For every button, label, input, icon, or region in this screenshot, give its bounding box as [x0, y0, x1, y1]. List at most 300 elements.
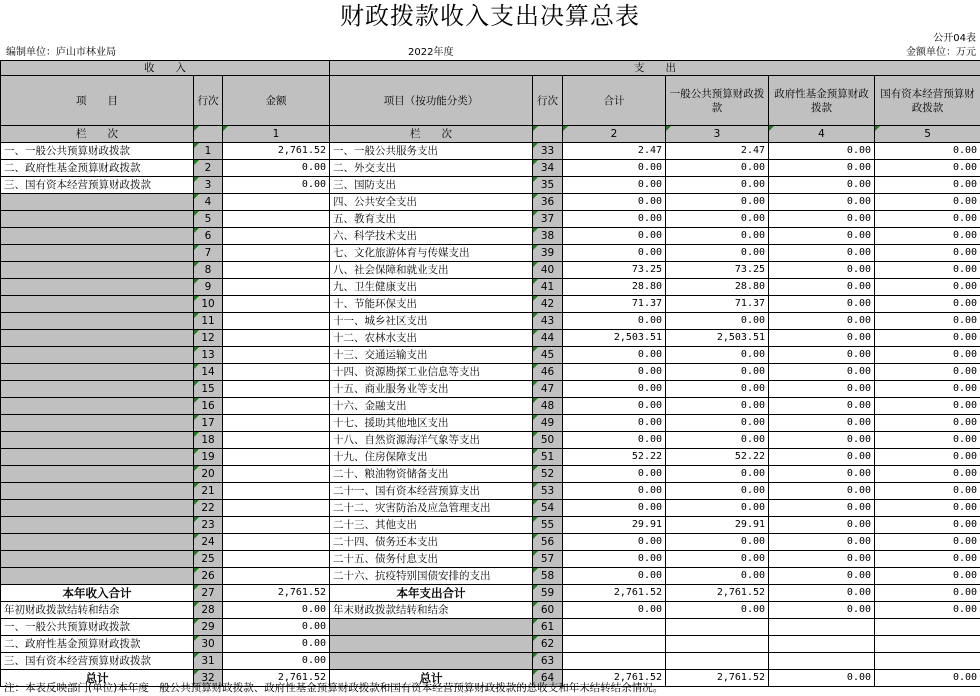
income-item-label [1, 313, 194, 330]
expense-line-number: 38 [533, 228, 563, 245]
expense-fund-cell: 0.00 [769, 279, 875, 296]
carry-out-fund: 0.00 [769, 602, 875, 619]
table-row [1, 551, 980, 568]
expense-line-number: 39 [533, 245, 563, 262]
expense-total-cell: 0.00 [563, 415, 666, 432]
blank-cell [769, 619, 875, 636]
blank-expense-cell [330, 636, 533, 653]
expense-item-label: 五、教育支出 [330, 211, 533, 228]
blank-line-63: 63 [533, 653, 563, 670]
expense-total-cell: 0.00 [563, 551, 666, 568]
expense-general-cell: 2.47 [666, 143, 769, 160]
income-item-label [1, 262, 194, 279]
expense-state-cell: 0.00 [875, 500, 980, 517]
expense-item-label: 二十四、债务还本支出 [330, 534, 533, 551]
expense-state-cell: 0.00 [875, 432, 980, 449]
expense-general-cell: 2,503.51 [666, 330, 769, 347]
column-index-5: 5 [875, 126, 980, 143]
expense-fund-cell: 0.00 [769, 364, 875, 381]
expense-fund-cell: 0.00 [769, 568, 875, 585]
expense-total-cell: 2.47 [563, 143, 666, 160]
expense-fund-cell: 0.00 [769, 483, 875, 500]
grand-total-state: 0.00 [875, 670, 980, 687]
income-line-number: 16 [194, 398, 223, 415]
expense-state-cell: 0.00 [875, 364, 980, 381]
expense-total-cell: 0.00 [563, 313, 666, 330]
expense-total-cell: 0.00 [563, 364, 666, 381]
expense-line-number: 56 [533, 534, 563, 551]
expense-total-state: 0.00 [875, 585, 980, 602]
table-row [1, 245, 980, 262]
table-row [1, 347, 980, 364]
expense-total-label: 本年支出合计 [330, 585, 533, 602]
expense-fund-cell: 0.00 [769, 347, 875, 364]
expense-item-label: 二十六、抗疫特别国债安排的支出 [330, 568, 533, 585]
income-amount [223, 194, 330, 211]
expense-item-label: 十三、交通运输支出 [330, 347, 533, 364]
carry-in-fund-label: 二、政府性基金预算财政拨款 [1, 636, 194, 653]
expense-state-cell: 0.00 [875, 330, 980, 347]
income-line-number: 8 [194, 262, 223, 279]
income-amount [223, 330, 330, 347]
expense-line-number: 52 [533, 466, 563, 483]
table-row [1, 228, 980, 245]
income-item-label [1, 432, 194, 449]
table-row [1, 364, 980, 381]
blank-line-61: 61 [533, 619, 563, 636]
expense-state-cell: 0.00 [875, 415, 980, 432]
expense-total-cell: 0.00 [563, 500, 666, 517]
expense-total-cell: 0.00 [563, 228, 666, 245]
income-item-label [1, 228, 194, 245]
expense-total-cell: 52.22 [563, 449, 666, 466]
blank-cell [563, 636, 666, 653]
income-total-amount: 2,761.52 [223, 585, 330, 602]
expense-item-label: 二十一、国有资本经营预算支出 [330, 483, 533, 500]
fiscal-year: 2022年度 [408, 47, 454, 58]
income-amount: 0.00 [223, 177, 330, 194]
grand-total-general: 2,761.52 [666, 670, 769, 687]
expense-state-cell: 0.00 [875, 296, 980, 313]
expense-item-label: 八、社会保障和就业支出 [330, 262, 533, 279]
expense-total-cell: 29.91 [563, 517, 666, 534]
expense-general-cell: 29.91 [666, 517, 769, 534]
income-amount [223, 245, 330, 262]
grand-total-expense-line: 64 [533, 670, 563, 687]
expense-state-cell: 0.00 [875, 398, 980, 415]
expense-general-cell: 0.00 [666, 398, 769, 415]
header-amount: 金额 [223, 76, 330, 126]
grand-total-income-amount: 2,761.52 [223, 670, 330, 687]
expense-general-cell: 0.00 [666, 347, 769, 364]
income-item-label [1, 517, 194, 534]
column-index-blank [194, 126, 223, 143]
expense-state-cell: 0.00 [875, 551, 980, 568]
income-line-number: 5 [194, 211, 223, 228]
expense-line-number: 47 [533, 381, 563, 398]
table-row [1, 398, 980, 415]
blank-cell [666, 619, 769, 636]
expense-total-fund: 0.00 [769, 585, 875, 602]
income-amount [223, 262, 330, 279]
income-line-number: 4 [194, 194, 223, 211]
table-row [1, 466, 980, 483]
expense-fund-cell: 0.00 [769, 517, 875, 534]
income-item-label [1, 534, 194, 551]
income-line-number: 25 [194, 551, 223, 568]
carry-in-general-amount: 0.00 [223, 619, 330, 636]
income-line-number: 12 [194, 330, 223, 347]
header-item-function: 项目（按功能分类） [330, 76, 533, 126]
expense-fund-cell: 0.00 [769, 194, 875, 211]
page-title: 财政拨款收入支出决算总表 [340, 2, 640, 30]
header-state-capital-budget: 国有资本经营预算财政拨款 [875, 76, 980, 126]
header-item: 项 目 [1, 76, 194, 126]
amount-unit: 金额单位：万元 [906, 47, 976, 58]
table-row [1, 517, 980, 534]
table-row [1, 415, 980, 432]
table-row [1, 279, 980, 296]
column-index-2: 2 [563, 126, 666, 143]
expense-general-cell: 28.80 [666, 279, 769, 296]
expense-item-label: 九、卫生健康支出 [330, 279, 533, 296]
grand-total-expense-amount: 2,761.52 [563, 670, 666, 687]
expense-line-number: 34 [533, 160, 563, 177]
carry-out-line: 60 [533, 602, 563, 619]
income-item-label [1, 398, 194, 415]
header-general-budget: 一般公共预算财政拨款 [666, 76, 769, 126]
expense-total-cell: 0.00 [563, 534, 666, 551]
expense-state-cell: 0.00 [875, 279, 980, 296]
income-item-label: 一、一般公共预算财政拨款 [1, 143, 194, 160]
expense-item-label: 十七、援助其他地区支出 [330, 415, 533, 432]
income-line-number: 24 [194, 534, 223, 551]
blank-cell [666, 653, 769, 670]
expense-general-cell: 0.00 [666, 228, 769, 245]
column-index-1: 1 [223, 126, 330, 143]
expense-total-cell: 2,503.51 [563, 330, 666, 347]
income-item-label: 三、国有资本经营预算财政拨款 [1, 177, 194, 194]
income-line-number: 15 [194, 381, 223, 398]
table-row [1, 534, 980, 551]
income-item-label [1, 296, 194, 313]
income-amount [223, 211, 330, 228]
header-line-2: 行次 [533, 76, 563, 126]
expense-fund-cell: 0.00 [769, 398, 875, 415]
expense-item-label: 二十三、其他支出 [330, 517, 533, 534]
expense-item-label: 二、外交支出 [330, 160, 533, 177]
blank-cell [875, 636, 980, 653]
expense-item-label: 七、文化旅游体育与传媒支出 [330, 245, 533, 262]
expense-line-number: 36 [533, 194, 563, 211]
expense-state-cell: 0.00 [875, 517, 980, 534]
expense-item-label: 十二、农林水支出 [330, 330, 533, 347]
table-row [1, 211, 980, 228]
expense-state-cell: 0.00 [875, 347, 980, 364]
income-item-label: 二、政府性基金预算财政拨款 [1, 160, 194, 177]
income-amount [223, 228, 330, 245]
expense-general-cell: 0.00 [666, 483, 769, 500]
blank-cell [563, 653, 666, 670]
organization-label: 编制单位：庐山市林业局 [6, 47, 116, 58]
income-item-label [1, 483, 194, 500]
expense-line-number: 33 [533, 143, 563, 160]
expense-item-label: 十八、自然资源海洋气象等支出 [330, 432, 533, 449]
income-amount [223, 313, 330, 330]
header-fund-budget: 政府性基金预算财政拨款 [769, 76, 875, 126]
income-item-label [1, 279, 194, 296]
table-row [1, 381, 980, 398]
expense-section-header: 支 出 [330, 61, 980, 76]
expense-total-cell: 28.80 [563, 279, 666, 296]
income-item-label [1, 551, 194, 568]
income-amount [223, 483, 330, 500]
expense-general-cell: 0.00 [666, 364, 769, 381]
expense-state-cell: 0.00 [875, 245, 980, 262]
expense-total-cell: 71.37 [563, 296, 666, 313]
blank-cell [769, 653, 875, 670]
expense-item-label: 一、一般公共服务支出 [330, 143, 533, 160]
income-amount [223, 500, 330, 517]
expense-fund-cell: 0.00 [769, 415, 875, 432]
expense-total-line: 59 [533, 585, 563, 602]
income-item-label [1, 330, 194, 347]
grand-total-income-line: 32 [194, 670, 223, 687]
table-row [1, 432, 980, 449]
income-amount [223, 398, 330, 415]
expense-fund-cell: 0.00 [769, 381, 875, 398]
blank-cell [563, 619, 666, 636]
expense-total-cell: 73.25 [563, 262, 666, 279]
income-amount [223, 466, 330, 483]
income-amount [223, 415, 330, 432]
income-item-label [1, 211, 194, 228]
blank-expense-cell [330, 653, 533, 670]
carry-in-label: 年初财政拨款结转和结余 [1, 602, 194, 619]
expense-line-number: 54 [533, 500, 563, 517]
expense-state-cell: 0.00 [875, 466, 980, 483]
income-amount [223, 449, 330, 466]
income-item-label [1, 364, 194, 381]
expense-fund-cell: 0.00 [769, 534, 875, 551]
carry-in-state-label: 三、国有资本经营预算财政拨款 [1, 653, 194, 670]
table-number: 公开04表 [933, 33, 976, 44]
expense-fund-cell: 0.00 [769, 466, 875, 483]
expense-total-cell: 0.00 [563, 194, 666, 211]
expense-fund-cell: 0.00 [769, 160, 875, 177]
blank-cell [875, 653, 980, 670]
expense-line-number: 57 [533, 551, 563, 568]
expense-item-label: 十一、城乡社区支出 [330, 313, 533, 330]
expense-general-cell: 0.00 [666, 245, 769, 262]
income-amount [223, 347, 330, 364]
income-item-label [1, 381, 194, 398]
expense-item-label: 十六、金融支出 [330, 398, 533, 415]
carry-out-label: 年末财政拨款结转和结余 [330, 602, 533, 619]
income-amount [223, 568, 330, 585]
expense-state-cell: 0.00 [875, 568, 980, 585]
grand-total-income-label: 总计 [1, 670, 194, 687]
expense-total-cell: 0.00 [563, 466, 666, 483]
income-amount: 2,761.52 [223, 143, 330, 160]
expense-general-cell: 0.00 [666, 534, 769, 551]
table-row [1, 568, 980, 585]
table-row [1, 143, 980, 160]
column-index-label-2: 栏 次 [330, 126, 533, 143]
table-row [1, 296, 980, 313]
expense-item-label: 二十、粮油物资储备支出 [330, 466, 533, 483]
header-line: 行次 [194, 76, 223, 126]
expense-state-cell: 0.00 [875, 194, 980, 211]
carry-in-line: 28 [194, 602, 223, 619]
expense-fund-cell: 0.00 [769, 245, 875, 262]
expense-line-number: 51 [533, 449, 563, 466]
expense-line-number: 53 [533, 483, 563, 500]
expense-total-cell: 0.00 [563, 398, 666, 415]
income-amount [223, 279, 330, 296]
carry-in-state-line: 31 [194, 653, 223, 670]
income-amount [223, 364, 330, 381]
expense-total-amount: 2,761.52 [563, 585, 666, 602]
expense-fund-cell: 0.00 [769, 296, 875, 313]
expense-line-number: 55 [533, 517, 563, 534]
expense-general-cell: 73.25 [666, 262, 769, 279]
expense-fund-cell: 0.00 [769, 313, 875, 330]
grand-total-expense-label: 总计 [330, 670, 533, 687]
expense-state-cell: 0.00 [875, 177, 980, 194]
table-row [1, 160, 980, 177]
income-amount [223, 551, 330, 568]
table-row [1, 483, 980, 500]
carry-in-fund-line: 30 [194, 636, 223, 653]
expense-fund-cell: 0.00 [769, 143, 875, 160]
expense-line-number: 44 [533, 330, 563, 347]
expense-line-number: 35 [533, 177, 563, 194]
income-amount [223, 381, 330, 398]
expense-total-cell: 0.00 [563, 177, 666, 194]
table-row [1, 194, 980, 211]
expense-state-cell: 0.00 [875, 313, 980, 330]
expense-item-label: 三、国防支出 [330, 177, 533, 194]
expense-general-cell: 0.00 [666, 177, 769, 194]
carry-out-general: 0.00 [666, 602, 769, 619]
income-line-number: 6 [194, 228, 223, 245]
expense-state-cell: 0.00 [875, 534, 980, 551]
expense-general-cell: 0.00 [666, 466, 769, 483]
expense-fund-cell: 0.00 [769, 449, 875, 466]
blank-expense-cell [330, 619, 533, 636]
income-item-label [1, 347, 194, 364]
expense-item-label: 二十五、债务付息支出 [330, 551, 533, 568]
table-row [1, 330, 980, 347]
blank-cell [666, 636, 769, 653]
expense-state-cell: 0.00 [875, 228, 980, 245]
income-amount [223, 296, 330, 313]
blank-cell [769, 636, 875, 653]
carry-in-general-label: 一、一般公共预算财政拨款 [1, 619, 194, 636]
expense-line-number: 43 [533, 313, 563, 330]
table-row [1, 177, 980, 194]
income-item-label [1, 466, 194, 483]
expense-fund-cell: 0.00 [769, 262, 875, 279]
expense-general-cell: 0.00 [666, 211, 769, 228]
expense-general-cell: 0.00 [666, 381, 769, 398]
income-line-number: 17 [194, 415, 223, 432]
expense-fund-cell: 0.00 [769, 432, 875, 449]
income-item-label [1, 194, 194, 211]
income-line-number: 3 [194, 177, 223, 194]
table-row [1, 262, 980, 279]
column-index-4: 4 [769, 126, 875, 143]
expense-total-general: 2,761.52 [666, 585, 769, 602]
column-index-label: 栏 次 [1, 126, 194, 143]
income-item-label [1, 500, 194, 517]
carry-in-general-line: 29 [194, 619, 223, 636]
expense-general-cell: 0.00 [666, 500, 769, 517]
expense-general-cell: 0.00 [666, 313, 769, 330]
expense-item-label: 四、公共安全支出 [330, 194, 533, 211]
expense-item-label: 十、节能环保支出 [330, 296, 533, 313]
budget-summary-table [0, 60, 980, 687]
expense-item-label: 十四、资源勘探工业信息等支出 [330, 364, 533, 381]
income-item-label [1, 415, 194, 432]
income-item-label [1, 245, 194, 262]
expense-general-cell: 52.22 [666, 449, 769, 466]
expense-fund-cell: 0.00 [769, 551, 875, 568]
carry-out-state: 0.00 [875, 602, 980, 619]
expense-total-cell: 0.00 [563, 381, 666, 398]
expense-state-cell: 0.00 [875, 262, 980, 279]
income-amount: 0.00 [223, 160, 330, 177]
income-line-number: 19 [194, 449, 223, 466]
income-line-number: 26 [194, 568, 223, 585]
table-row [1, 313, 980, 330]
income-line-number: 23 [194, 517, 223, 534]
expense-state-cell: 0.00 [875, 211, 980, 228]
column-index-blank-2 [533, 126, 563, 143]
expense-line-number: 46 [533, 364, 563, 381]
income-line-number: 14 [194, 364, 223, 381]
expense-line-number: 58 [533, 568, 563, 585]
income-line-number: 21 [194, 483, 223, 500]
income-line-number: 22 [194, 500, 223, 517]
blank-line-62: 62 [533, 636, 563, 653]
expense-state-cell: 0.00 [875, 381, 980, 398]
expense-general-cell: 0.00 [666, 432, 769, 449]
table-row [1, 500, 980, 517]
expense-line-number: 49 [533, 415, 563, 432]
carry-out-amount: 0.00 [563, 602, 666, 619]
income-line-number: 9 [194, 279, 223, 296]
expense-total-cell: 0.00 [563, 483, 666, 500]
income-line-number: 1 [194, 143, 223, 160]
carry-in-state-amount: 0.00 [223, 653, 330, 670]
expense-state-cell: 0.00 [875, 449, 980, 466]
blank-cell [875, 619, 980, 636]
income-amount [223, 432, 330, 449]
column-index-3: 3 [666, 126, 769, 143]
expense-item-label: 二十二、灾害防治及应急管理支出 [330, 500, 533, 517]
expense-line-number: 45 [533, 347, 563, 364]
grand-total-fund: 0.00 [769, 670, 875, 687]
expense-state-cell: 0.00 [875, 160, 980, 177]
expense-line-number: 41 [533, 279, 563, 296]
expense-item-label: 十九、住房保障支出 [330, 449, 533, 466]
table-row [1, 449, 980, 466]
expense-item-label: 六、科学技术支出 [330, 228, 533, 245]
footnote: 注：本表反映部门(单位)本年度一般公共预算财政拨款、政府性基金预算财政拨款和国有资本经营预算财政拨款的总收支和年末结转结余情况。 [4, 682, 664, 694]
income-line-number: 11 [194, 313, 223, 330]
